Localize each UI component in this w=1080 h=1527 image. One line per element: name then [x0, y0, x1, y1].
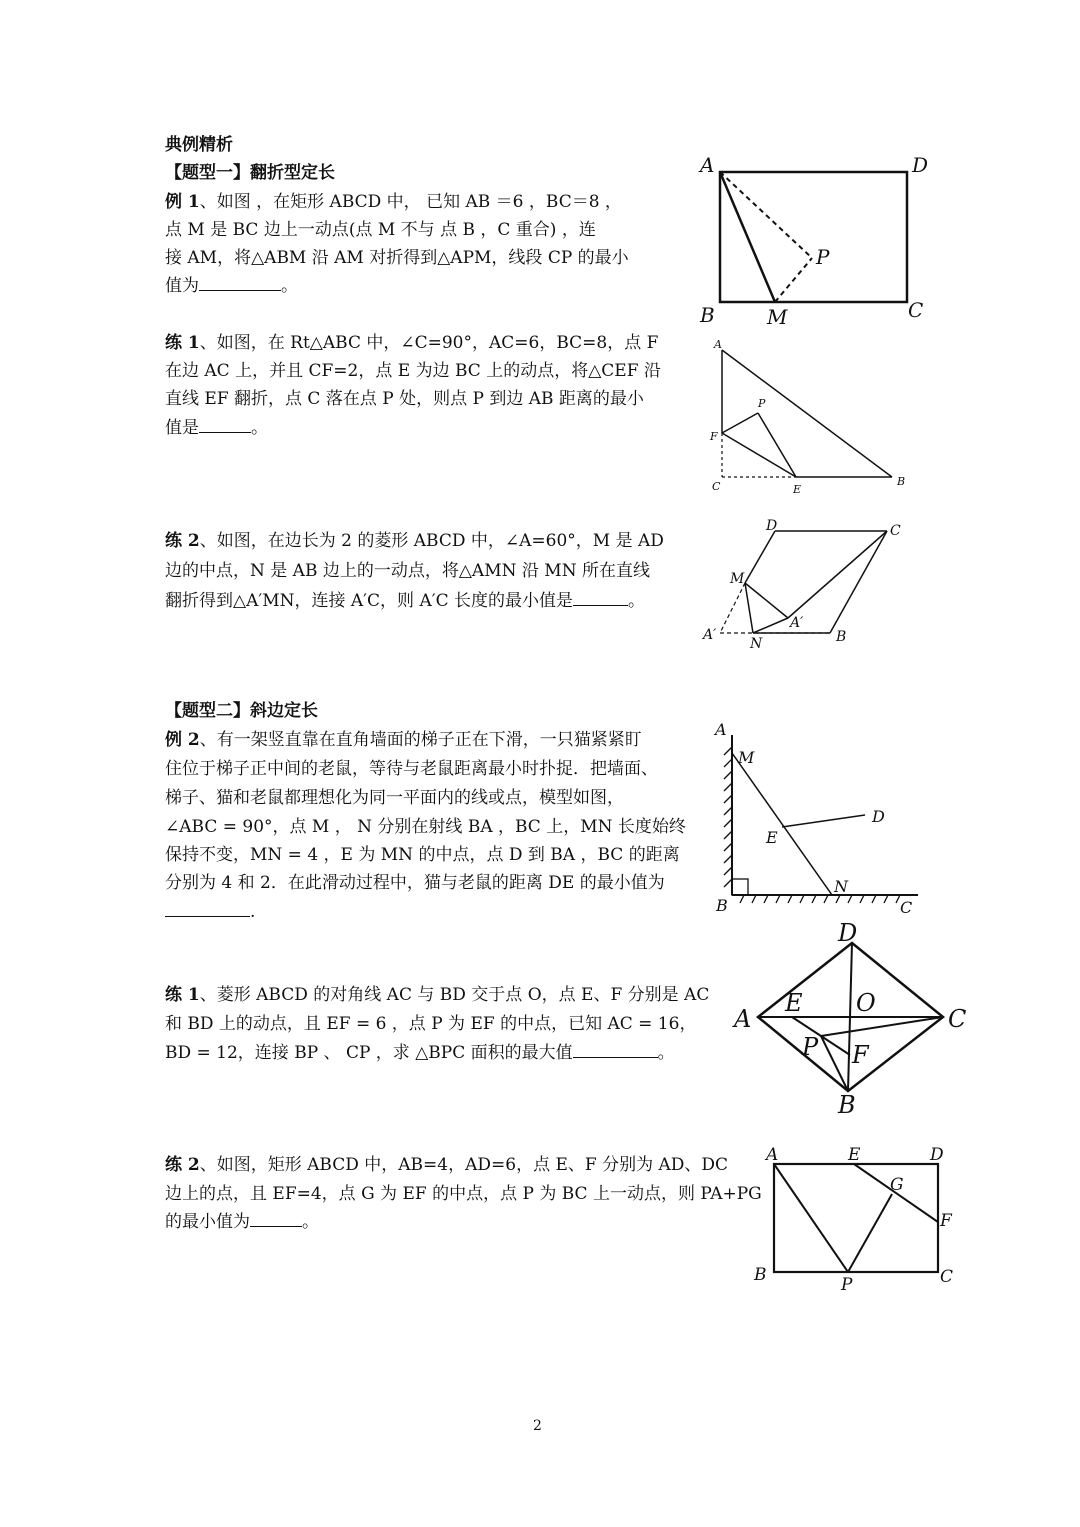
label-a-prime-left: A′ [703, 627, 717, 643]
ex2-line-3: 梯子、猫和老鼠都理想化为同一平面内的线或点，模型如图， [165, 788, 624, 808]
t2pr1-figure [730, 915, 980, 1120]
label-e: E [766, 828, 778, 847]
t2pr2-line-3: 的最小值为 。 [165, 1207, 319, 1237]
segment-de [782, 815, 865, 827]
segment-nap [753, 618, 788, 633]
label-c: C [890, 523, 901, 539]
label-f: F [852, 1041, 869, 1069]
segment-ap [720, 172, 812, 258]
label-p: P [816, 245, 830, 269]
label-c: C [948, 1005, 967, 1033]
label-c: C [712, 480, 721, 493]
label-p: P [802, 1033, 819, 1061]
answer-blank [199, 414, 251, 433]
label-a: A [714, 338, 722, 351]
t2pr1-label: 练 1 [165, 985, 200, 1005]
answer-blank [573, 587, 628, 606]
floor-hatching [740, 895, 900, 903]
segment-map [745, 583, 788, 618]
segment-mn [745, 583, 753, 633]
label-d: D [872, 807, 885, 826]
ex2-line-6: 分别为 4 和 2．在此滑动过程中，猫与老鼠的距离 DE 的最小值为 [165, 873, 665, 893]
label-d: D [930, 1145, 944, 1165]
ex1-figure [690, 152, 940, 332]
t2pr2-figure [750, 1138, 980, 1298]
segment-mp [775, 258, 812, 302]
segment-ma-dashed [720, 583, 745, 633]
label-a: A [715, 720, 727, 739]
ex2-line-7: . [165, 897, 255, 927]
t2pr2-line-2: 边上的点，且 EF=4，点 G 为 EF 的中点，点 P 为 BC 上一动点，则 PA+PG [165, 1184, 762, 1204]
section-title: 典例精析 [165, 135, 233, 155]
pr1-line-4: 值是 。 [165, 413, 268, 443]
side-dm [745, 531, 775, 583]
label-b: B [754, 1265, 767, 1285]
segment-fp [722, 413, 758, 433]
label-e: E [848, 1145, 861, 1165]
label-b: B [836, 629, 847, 645]
ex1-line-2: 点 M 是 BC 边上一动点(点 M 不与 点 B ，C 重合) ，连 [165, 220, 596, 240]
pr2-line-1: 练 2、如图，在边长为 2 的菱形 ABCD 中，∠A=60°，M 是 AD [165, 531, 664, 551]
segment-pg [848, 1194, 892, 1272]
label-a: A [766, 1145, 779, 1165]
t2pr1-line-1: 练 1、菱形 ABCD 的对角线 AC 与 BD 交于点 O，点 E、F 分别是 AC [165, 985, 710, 1005]
label-b: B [897, 475, 906, 488]
pr2-figure [700, 515, 920, 655]
label-e: E [793, 483, 802, 496]
label-f: F [940, 1211, 952, 1231]
t2pr2-label: 练 2 [165, 1155, 200, 1175]
pr1-figure [700, 335, 930, 495]
label-d: D [912, 153, 929, 177]
type2-heading: 【题型二】斜边定长 [165, 701, 318, 721]
label-c: C [940, 1267, 954, 1287]
label-e: E [785, 989, 803, 1017]
ex1-line-1: 例 1、如图 ，在矩形 ABCD 中， 已知 AB ＝6 ，BC＝8 ， [165, 192, 622, 212]
t2pr2-line-1: 练 2、如图，矩形 ABCD 中，AB=4，AD=6，点 E、F 分别为 AD、DC [165, 1155, 729, 1175]
answer-blank [199, 272, 281, 291]
ex2-line-4: ∠ABC = 90°，点 M ， N 分别在射线 BA ，BC 上，MN 长度始终 [165, 817, 686, 837]
label-d: D [838, 919, 858, 947]
label-c: C [900, 898, 913, 917]
ladder-mn [732, 753, 832, 895]
label-b: B [838, 1091, 856, 1119]
label-o: O [856, 989, 876, 1017]
segment-cp [821, 1017, 943, 1036]
segment-pa [774, 1164, 848, 1272]
ex2-line-1: 例 2、有一架竖直靠在直角墙面的梯子正在下滑，一只猫紧紧盯 [165, 730, 642, 750]
pr2-label: 练 2 [165, 531, 200, 551]
answer-blank [165, 898, 250, 917]
wall-hatching [724, 747, 732, 887]
label-a-prime: A′ [790, 615, 804, 631]
answer-blank [250, 1208, 302, 1227]
ex2-figure [700, 715, 930, 920]
label-p: P [758, 397, 766, 410]
segment-am [720, 172, 775, 302]
ex2-label: 例 2 [165, 730, 200, 750]
ex1-line-3: 接 AM，将△ABM 沿 AM 对折得到△APM，线段 CP 的最小 [165, 248, 629, 268]
t2pr1-line-3: BD = 12，连接 BP 、 CP ，求 △BPC 面积的最大值 。 [165, 1038, 675, 1068]
segment-pe [758, 413, 796, 477]
label-a: A [700, 153, 715, 177]
label-a: A [734, 1005, 752, 1033]
side-bc [830, 531, 887, 633]
pr1-line-1: 练 1、如图，在 Rt△ABC 中，∠C=90°，AC=6，BC=8，点 F [165, 333, 659, 353]
t2pr1-line-2: 和 BD 上的动点，且 EF = 6 ，点 P 为 EF 的中点，已知 AC = 16， [165, 1014, 697, 1034]
label-d: D [766, 518, 778, 534]
label-b: B [716, 896, 728, 915]
pr2-line-3: 翻折得到△A′MN，连接 A′C，则 A′C 长度的最小值是 。 [165, 586, 645, 616]
ex2-line-2: 住位于梯子正中间的老鼠，等待与老鼠距离最小时扑捉．把墙面、 [165, 759, 658, 779]
hypotenuse-ab [722, 350, 892, 477]
ex1-line-4: 值为 。 [165, 271, 298, 301]
ex1-label: 例 1 [165, 192, 200, 212]
pr1-line-3: 直线 EF 翻折，点 C 落在点 P 处，则点 P 到边 AB 距离的最小 [165, 389, 644, 409]
ex2-line-5: 保持不变，MN = 4 ，E 为 MN 的中点，点 D 到 BA ，BC 的距离 [165, 845, 680, 865]
label-b: B [700, 303, 715, 327]
label-g: G [890, 1175, 904, 1195]
label-n: N [750, 636, 763, 652]
segment-apc [788, 531, 887, 618]
answer-blank [573, 1039, 658, 1058]
segment-fe [722, 433, 796, 477]
label-p: P [841, 1275, 853, 1295]
label-n: N [834, 877, 848, 896]
label-m: M [767, 305, 788, 329]
type1-heading: 【题型一】翻折型定长 [165, 163, 335, 183]
pr2-line-2: 边的中点，N 是 AB 边上的一动点，将△AMN 沿 MN 所在直线 [165, 561, 650, 581]
label-f: F [710, 430, 718, 443]
right-angle-mark [732, 879, 748, 895]
label-m: M [738, 748, 755, 767]
pr1-line-2: 在边 AC 上，并且 CF=2，点 E 为边 BC 上的动点，将△CEF 沿 [165, 361, 661, 381]
page-number: 2 [533, 1418, 542, 1434]
pr1-label: 练 1 [165, 333, 200, 353]
label-c: C [908, 298, 924, 322]
label-m: M [730, 571, 745, 587]
